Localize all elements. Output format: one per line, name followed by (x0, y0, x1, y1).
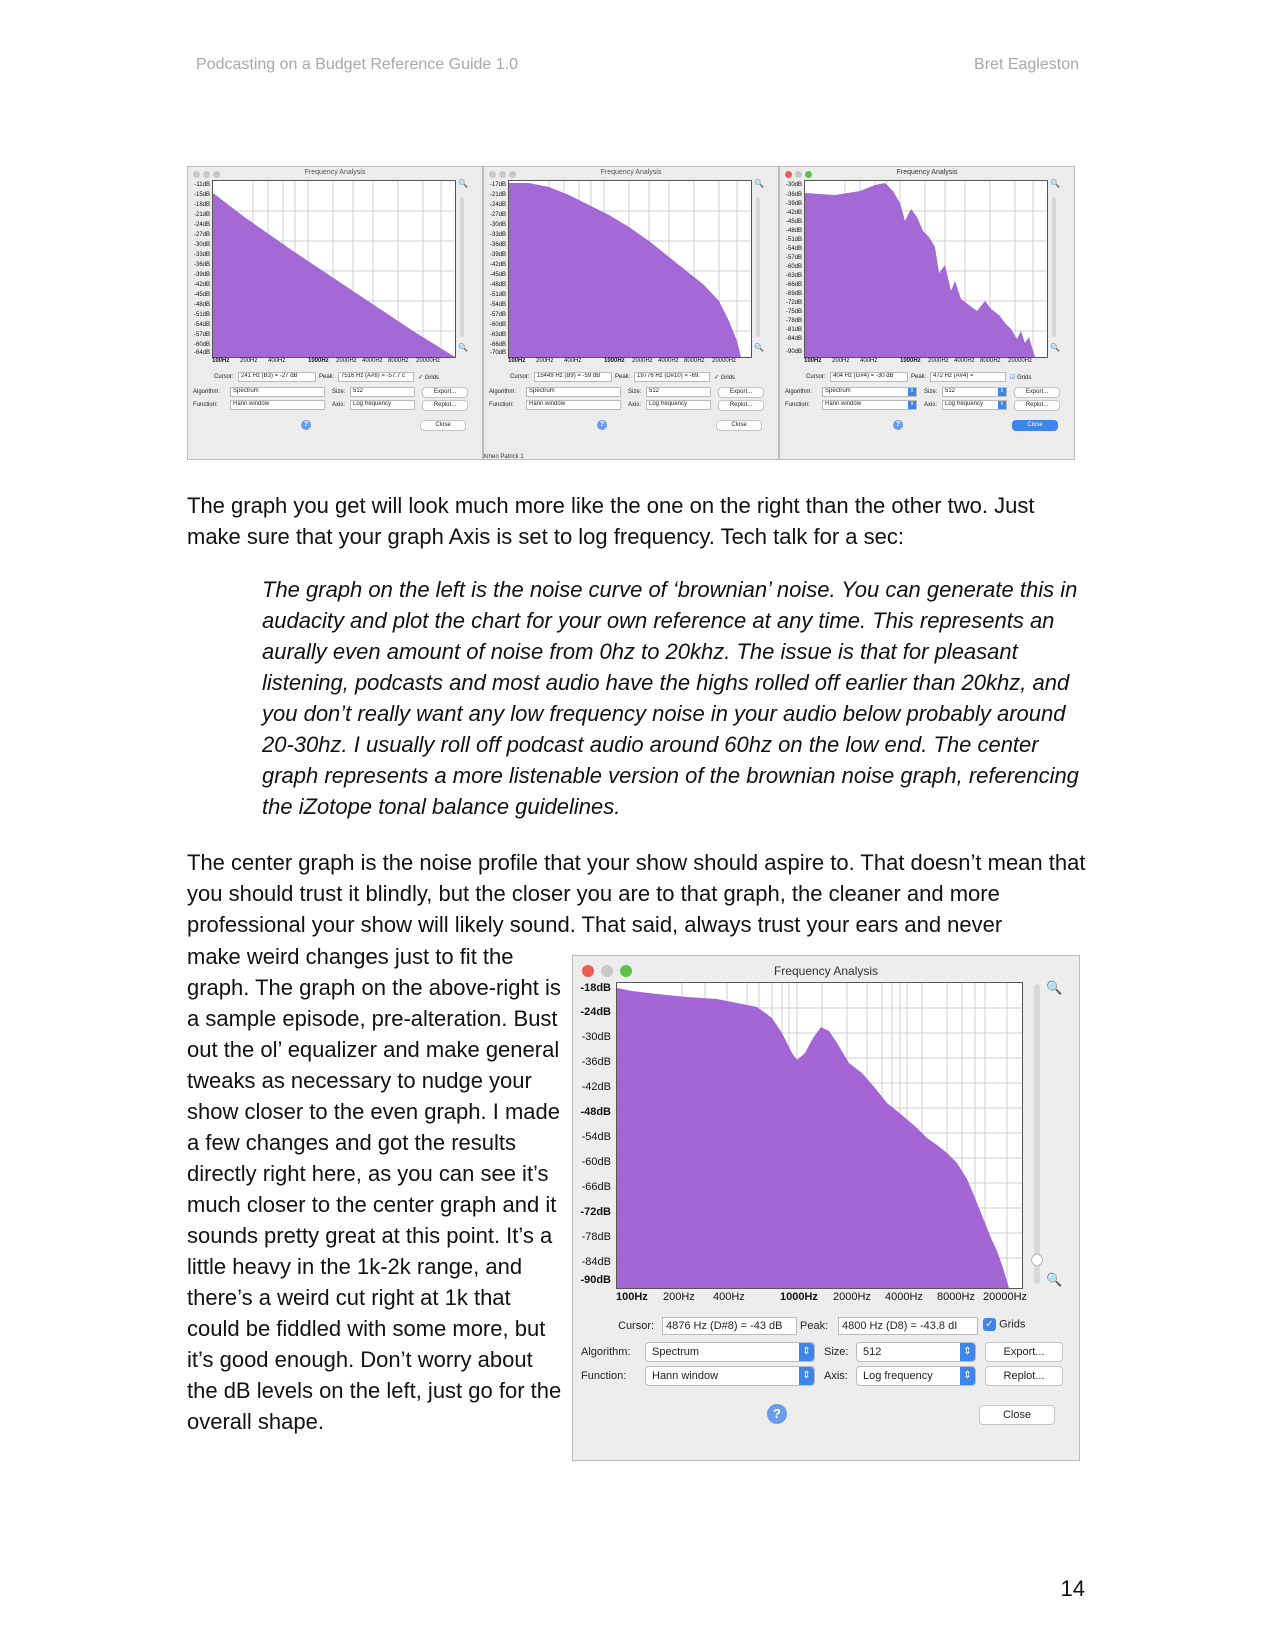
function-label: Function: (785, 402, 810, 408)
checkbox-checked-icon: ✓ (983, 1318, 996, 1331)
y-tick-label: -33dB (489, 232, 506, 238)
help-icon[interactable]: ? (301, 420, 311, 430)
algorithm-value: Spectrum (652, 1346, 700, 1358)
x-tick-label: 20000Hz (1008, 358, 1033, 364)
y-tick-label: -18dB (580, 982, 611, 994)
size-label: Size: (824, 1346, 849, 1358)
axis-value: Log frequency (353, 401, 392, 407)
spectrum-plot[interactable] (212, 180, 456, 358)
window-title: Frequency Analysis (600, 169, 662, 176)
replot-button[interactable]: Replot... (985, 1366, 1063, 1386)
x-tick-label: 2000Hz (336, 358, 357, 364)
grids-checkbox[interactable] (983, 1318, 1025, 1331)
function-label: Function: (581, 1370, 627, 1382)
spectrum-plot[interactable] (804, 180, 1048, 358)
x-tick-label: 2000Hz (928, 358, 949, 364)
cursor-label: Cursor: (214, 374, 234, 380)
y-tick-label: -57dB (193, 332, 210, 338)
y-tick-label: -30dB (785, 182, 802, 188)
function-select[interactable] (645, 1366, 815, 1386)
algorithm-value: Spectrum (529, 388, 555, 394)
window-title: Frequency Analysis (773, 964, 879, 978)
grids-checkbox[interactable] (714, 374, 735, 381)
size-select[interactable] (350, 387, 415, 397)
function-value: Hann window (652, 1370, 719, 1382)
y-tick-label: -66dB (581, 1181, 611, 1193)
y-tick-label: -90dB (580, 1274, 611, 1286)
cursor-readout: 4876 Hz (D#8) = -43 dB (662, 1317, 797, 1335)
x-tick-label: 8000Hz (937, 1291, 975, 1303)
y-tick-label: -70dB (489, 350, 506, 356)
y-tick-label: -66dB (489, 342, 506, 348)
y-tick-label: -75dB (785, 309, 802, 315)
x-tick-label: 20000Hz (416, 358, 441, 364)
y-tick-label: -51dB (193, 312, 210, 318)
cursor-label: Cursor: (510, 374, 530, 380)
header-title: Podcasting on a Budget Reference Guide 1.0 (196, 56, 518, 73)
close-window-icon[interactable] (193, 171, 200, 178)
vertical-slider[interactable] (1052, 197, 1056, 337)
algorithm-value: Spectrum (233, 388, 259, 394)
chevron-updown-icon: ⇕ (799, 1343, 814, 1361)
function-select[interactable] (822, 400, 917, 410)
help-icon[interactable]: ? (893, 420, 903, 430)
zoom-in-icon[interactable]: 🔍 (458, 179, 468, 188)
cursor-readout: 241 Hz (B3) = -27 dB (238, 372, 316, 382)
export-button[interactable]: Export... (985, 1342, 1063, 1362)
brownian-noise-curve (213, 181, 455, 357)
y-tick-label: -24dB (489, 202, 506, 208)
y-tick-label: -30dB (489, 222, 506, 228)
help-icon[interactable]: ? (767, 1404, 787, 1424)
minimize-window-icon[interactable] (795, 171, 802, 178)
peak-label: Peak: (319, 374, 335, 380)
export-button[interactable]: Export... (718, 387, 764, 398)
size-label: Size: (924, 389, 938, 395)
x-tick-label: 2000Hz (632, 358, 653, 364)
frequency-analysis-window-large (572, 955, 1080, 1461)
minimize-window-icon[interactable] (203, 171, 210, 178)
x-tick-label: 20000Hz (983, 1291, 1028, 1303)
close-button[interactable]: Close (1012, 420, 1058, 431)
zoom-window-icon[interactable] (805, 171, 812, 178)
size-select[interactable] (646, 387, 711, 397)
x-tick-label: 1000Hz (780, 1291, 818, 1303)
x-tick-label: 100Hz (804, 358, 822, 364)
chevron-updown-icon: ⇕ (909, 401, 915, 407)
size-value: 512 (353, 388, 364, 394)
axis-label: Axis: (824, 1370, 848, 1382)
zoom-out-icon[interactable]: 🔍 (1050, 343, 1060, 352)
size-value: 512 (649, 388, 660, 394)
y-tick-label: -81dB (785, 327, 802, 333)
zoom-out-icon[interactable]: 🔍 (754, 343, 764, 352)
zoom-window-icon[interactable] (213, 171, 220, 178)
y-tick-label: -60dB (785, 264, 802, 270)
zoom-in-icon[interactable]: 🔍 (1046, 980, 1063, 995)
minimize-window-icon[interactable] (601, 965, 613, 977)
x-tick-label: 400Hz (860, 358, 878, 364)
function-select[interactable] (230, 400, 325, 410)
paragraph-intro: The graph you get will look much more like the one on the right than the other two. Just make sure that your graph Axis is set to log frequency. Tech talk for a sec: (187, 493, 1035, 549)
y-tick-label: -54dB (193, 322, 210, 328)
frequency-analysis-window-right (779, 166, 1075, 460)
x-tick-label: 4000Hz (954, 358, 975, 364)
size-label: Size: (332, 389, 346, 395)
background-window-tab: Xmen Patrick 1 (483, 454, 524, 460)
paragraph-center-graph: The center graph is the noise profile that your show should aspire to. That doesn’t mean that you should trust it blindly, but the closer you are to that graph, the cleaner and more professional your show will likely sound. That said, always trust your ears and never (187, 850, 1086, 937)
replot-button[interactable]: Replot... (422, 400, 468, 411)
x-tick-label: 200Hz (832, 358, 850, 364)
algorithm-label: Algorithm: (785, 389, 813, 395)
y-tick-label: -51dB (489, 292, 506, 298)
y-tick-label: -57dB (489, 312, 506, 318)
close-window-icon[interactable] (785, 171, 792, 178)
size-value: 512 (945, 388, 956, 394)
y-tick-label: -42dB (489, 262, 506, 268)
frequency-analysis-window-center (483, 166, 779, 460)
axis-label: Axis: (628, 402, 642, 408)
peak-label: Peak: (800, 1320, 829, 1332)
y-tick-label: -36dB (489, 242, 506, 248)
checkmark-icon: ✓ (714, 375, 720, 381)
close-window-icon[interactable] (489, 171, 496, 178)
cursor-label: Cursor: (618, 1320, 655, 1332)
x-tick-label: 8000Hz (684, 358, 705, 364)
y-tick-label: -42dB (193, 282, 210, 288)
y-tick-label: -84dB (785, 336, 802, 342)
y-tick-label: -36dB (193, 262, 210, 268)
y-tick-label: -45dB (489, 272, 506, 278)
y-tick-label: -78dB (581, 1231, 611, 1243)
peak-readout: 7516 Hz (A#8) = -57.7 c (338, 372, 414, 382)
chevron-updown-icon: ⇕ (999, 388, 1005, 394)
y-tick-label: -42dB (785, 210, 802, 216)
y-tick-label: -39dB (193, 272, 210, 278)
replot-button[interactable]: Replot... (1014, 400, 1060, 411)
y-tick-label: -21dB (489, 192, 506, 198)
x-tick-label: 1000Hz (604, 358, 625, 364)
y-tick-label: -42dB (581, 1081, 611, 1093)
frequency-analysis-window-left (187, 166, 483, 460)
zoom-out-icon[interactable]: 🔍 (458, 343, 468, 352)
y-tick-label: -18dB (193, 202, 210, 208)
cursor-readout: 404 Hz (G#4) = -30 dB (830, 372, 908, 382)
y-tick-label: -72dB (580, 1206, 611, 1218)
y-tick-label: -63dB (489, 332, 506, 338)
algorithm-label: Algorithm: (489, 389, 517, 395)
y-tick-label: -69dB (785, 291, 802, 297)
zoom-out-icon[interactable]: 🔍 (1046, 1272, 1063, 1287)
y-tick-label: -36dB (785, 192, 802, 198)
x-tick-label: 200Hz (663, 1291, 695, 1303)
axis-label: Axis: (332, 402, 346, 408)
function-value: Hann window (529, 401, 566, 407)
y-tick-label: -45dB (785, 219, 802, 225)
vertical-slider[interactable] (460, 197, 464, 337)
y-tick-label: -64dB (193, 350, 210, 356)
chevron-updown-icon: ⇕ (960, 1343, 975, 1361)
axis-select[interactable] (856, 1366, 976, 1386)
size-select[interactable] (942, 387, 1007, 397)
y-tick-label: -30dB (581, 1031, 611, 1043)
page-number: 14 (1060, 1576, 1085, 1601)
grids-checkbox[interactable] (1010, 374, 1031, 381)
y-tick-label: -30dB (193, 242, 210, 248)
x-tick-label: 8000Hz (388, 358, 409, 364)
axis-select[interactable] (350, 400, 415, 410)
x-tick-label: 400Hz (564, 358, 582, 364)
y-tick-label: -21dB (193, 212, 210, 218)
tech-talk-quote: The graph on the left is the noise curve of ‘brownian’ noise. You can generate this in audacity and plot the chart for your own reference at any time. This represents an aurally even amount of noise from 0hz to 20khz. The issue is that for pleasant listening, podcasts and most audio have the highs rolled off earlier than 20khz, and you don’t really want any low frequency noise in your audio below probably around 20-30hz. I usually roll off podcast audio around 60hz on the low end. The center graph represents a more listenable version of the brownian noise graph, referencing the iZotope tonal balance guidelines. (262, 577, 1079, 819)
y-tick-label: -36dB (581, 1056, 611, 1068)
x-tick-label: 4000Hz (658, 358, 679, 364)
function-value: Hann window (825, 401, 862, 407)
algorithm-select[interactable] (526, 387, 621, 397)
x-tick-label: 100Hz (508, 358, 526, 364)
y-tick-label: -48dB (785, 228, 802, 234)
size-select[interactable] (856, 1342, 976, 1362)
minimize-window-icon[interactable] (499, 171, 506, 178)
y-tick-label: -27dB (489, 212, 506, 218)
grids-label: Grids (1017, 375, 1032, 381)
header-author: Bret Eagleston (974, 56, 1079, 73)
axis-select[interactable] (646, 400, 711, 410)
y-tick-label: -60dB (489, 322, 506, 328)
y-tick-label: -17dB (489, 182, 506, 188)
export-button[interactable]: Export... (422, 387, 468, 398)
vertical-slider[interactable] (756, 197, 760, 337)
axis-label: Axis: (924, 402, 938, 408)
peak-readout: 4800 Hz (D8) = -43.8 dI (838, 1317, 978, 1335)
chevron-updown-icon: ⇕ (960, 1367, 975, 1385)
y-tick-label: -24dB (580, 1006, 611, 1018)
axis-value: Log frequency (649, 401, 688, 407)
checkmark-icon: ✓ (418, 375, 424, 381)
x-tick-label: 200Hz (240, 358, 258, 364)
grids-label: Grids (720, 375, 736, 381)
axis-select[interactable] (942, 400, 1007, 410)
y-tick-label: -39dB (785, 201, 802, 207)
algorithm-value: Spectrum (825, 388, 851, 394)
y-tick-label: -54dB (581, 1131, 611, 1143)
axis-value: Log frequency (945, 401, 984, 407)
vertical-slider[interactable] (1034, 984, 1040, 1284)
function-value: Hann window (233, 401, 270, 407)
algorithm-select[interactable] (822, 387, 917, 397)
y-tick-label: -48dB (489, 282, 506, 288)
x-tick-label: 4000Hz (362, 358, 383, 364)
function-label: Function: (193, 402, 218, 408)
cursor-label: Cursor: (806, 374, 826, 380)
zoom-window-icon[interactable] (509, 171, 516, 178)
y-tick-label: -72dB (785, 300, 802, 306)
function-select[interactable] (526, 400, 621, 410)
window-title: Frequency Analysis (896, 169, 958, 176)
peak-readout: 19776 Hz (D#10) = -69. (634, 372, 710, 382)
close-button[interactable]: Close (979, 1405, 1055, 1425)
size-value: 512 (863, 1346, 882, 1358)
axis-value: Log frequency (863, 1370, 933, 1382)
y-tick-label: -48dB (193, 302, 210, 308)
close-button[interactable]: Close (420, 420, 466, 431)
x-tick-label: 2000Hz (833, 1291, 871, 1303)
sample-episode-curve (805, 181, 1047, 357)
chevron-updown-icon: ⇕ (909, 388, 915, 394)
size-label: Size: (628, 389, 642, 395)
y-tick-label: -27dB (193, 232, 210, 238)
x-tick-label: 1000Hz (900, 358, 921, 364)
x-tick-label: 400Hz (268, 358, 286, 364)
y-tick-label: -51dB (785, 237, 802, 243)
grids-checkbox[interactable] (418, 374, 439, 381)
x-tick-label: 200Hz (536, 358, 554, 364)
y-tick-label: -15dB (193, 192, 210, 198)
zoom-in-icon[interactable]: 🔍 (1050, 179, 1060, 188)
grids-label: Grids (999, 1318, 1026, 1331)
x-tick-label: 4000Hz (885, 1291, 923, 1303)
y-tick-label: -24dB (193, 222, 210, 228)
window-title: Frequency Analysis (304, 169, 366, 176)
y-tick-label: -45dB (193, 292, 210, 298)
zoom-window-icon[interactable] (620, 965, 632, 977)
y-tick-label: -57dB (785, 255, 802, 261)
replot-button[interactable]: Replot... (718, 400, 764, 411)
peak-readout: 472 Hz (A#4) = (930, 372, 1006, 382)
y-tick-label: -66dB (785, 282, 802, 288)
algorithm-select[interactable] (645, 1342, 815, 1362)
y-tick-label: -48dB (580, 1106, 611, 1118)
x-tick-label: 100Hz (616, 1291, 648, 1303)
x-tick-label: 20000Hz (712, 358, 737, 364)
peak-label: Peak: (911, 374, 927, 380)
algorithm-select[interactable] (230, 387, 325, 397)
spectrum-plot[interactable] (508, 180, 752, 358)
algorithm-label: Algorithm: (581, 1346, 631, 1358)
export-button[interactable]: Export... (1014, 387, 1060, 398)
cursor-readout: 15449 Hz (B9) = -59 dB (534, 372, 612, 382)
x-tick-label: 100Hz (212, 358, 230, 364)
spectrum-plot[interactable] (616, 982, 1023, 1289)
y-tick-label: -60dB (193, 342, 210, 348)
paragraph-sample-episode: make weird changes just to fit the graph. The graph on the above-right is a sample episode, pre-alteration. Bust out the ol’ equalizer and make general tweaks as necessary to nudge your show closer to the even graph. I made a few changes and got the results directly right here, as you can see it’s much closer to the center graph and it sounds pretty great at this point. It’s a little heavy in the 1k-2k range, and there’s a weird cut right at 1k that could be fiddled with some more, but it’s good enough. Don’t worry about the dB levels on the left, just go for the overall shape. (187, 944, 562, 1434)
y-tick-label: -11dB (194, 182, 210, 188)
function-label: Function: (489, 402, 514, 408)
grids-label: Grids (424, 375, 440, 381)
help-icon[interactable]: ? (597, 420, 607, 430)
x-tick-label: 1000Hz (308, 358, 329, 364)
close-window-icon[interactable] (582, 965, 594, 977)
y-tick-label: -54dB (489, 302, 506, 308)
algorithm-label: Algorithm: (193, 389, 221, 395)
y-tick-label: -54dB (785, 246, 802, 252)
y-tick-label: -60dB (581, 1156, 611, 1168)
y-tick-label: -63dB (785, 273, 802, 279)
y-tick-label: -33dB (193, 252, 210, 258)
chevron-updown-icon: ⇕ (999, 401, 1005, 407)
target-noise-curve (509, 181, 751, 357)
y-tick-label: -84dB (581, 1256, 611, 1268)
y-tick-label: -78dB (785, 318, 802, 324)
slider-thumb[interactable] (1031, 1254, 1043, 1266)
close-button[interactable]: Close (716, 420, 762, 431)
after-eq-curve (617, 983, 1022, 1288)
zoom-in-icon[interactable]: 🔍 (754, 179, 764, 188)
chevron-updown-icon: ⇕ (799, 1367, 814, 1385)
y-tick-label: -90dB (785, 349, 802, 355)
x-tick-label: 8000Hz (980, 358, 1001, 364)
checkmark-icon: ☑ (1010, 375, 1016, 381)
peak-label: Peak: (615, 374, 631, 380)
x-tick-label: 400Hz (713, 1291, 745, 1303)
y-tick-label: -39dB (489, 252, 506, 258)
